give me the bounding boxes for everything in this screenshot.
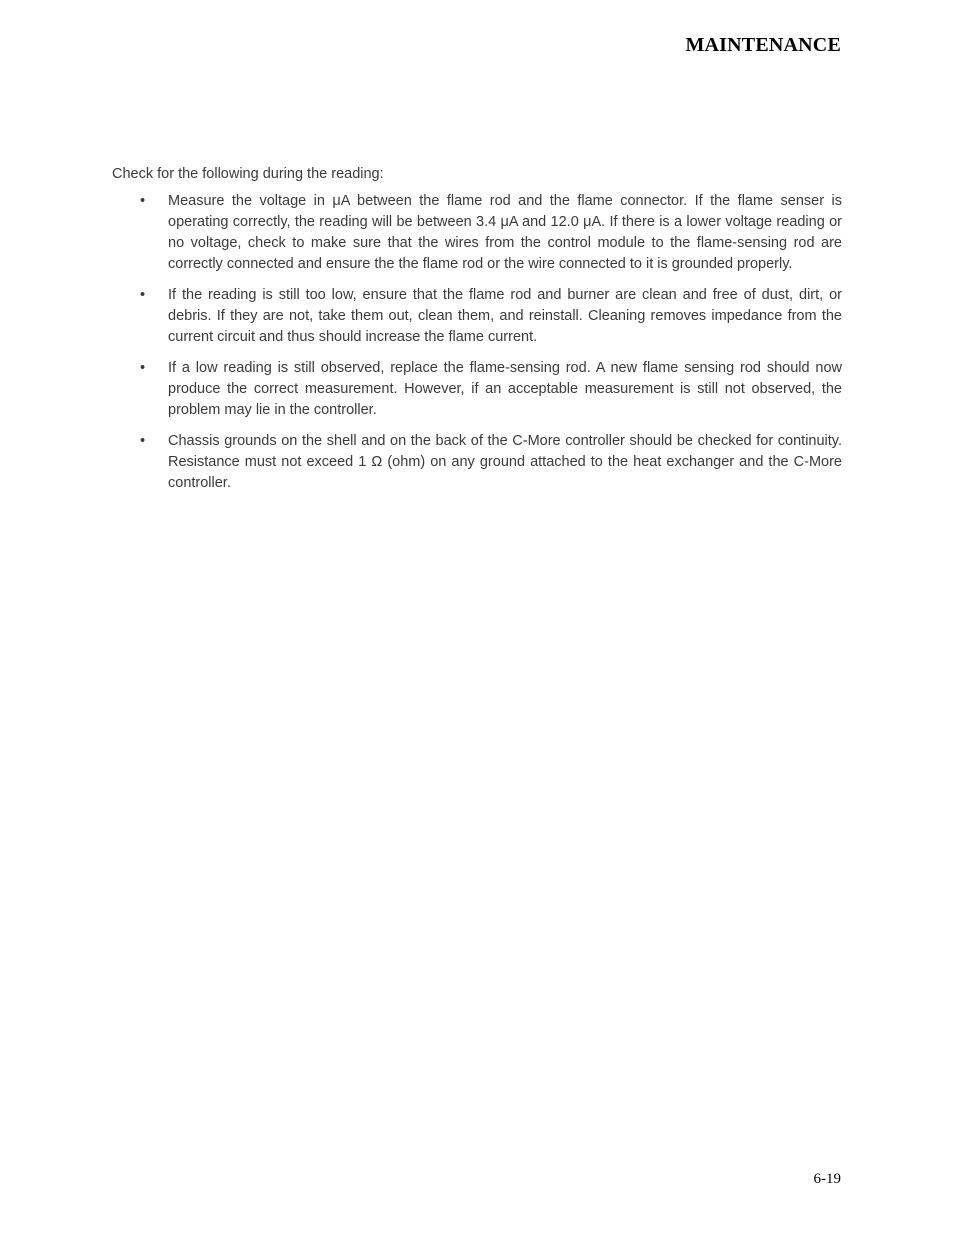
list-item-text: Chassis grounds on the shell and on the back of the C-More controller should be checked for continuity. Resistance must not exceed 1 Ω (ohm) on any ground attached to the heat exchanger and the C-More controller. <box>168 433 842 491</box>
section-title: MAINTENANCE <box>685 34 841 56</box>
list-item-text: If the reading is still too low, ensure that the flame rod and burner are clean and free of dust, dirt, or debris. If they are not, take them out, clean them, and reinstall. Cleaning removes impedance from the current circuit and thus should increase the flame current. <box>168 287 842 345</box>
bullet-icon: • <box>140 360 146 376</box>
list-item <box>112 191 842 275</box>
bullet-icon: • <box>140 433 146 449</box>
list-item <box>112 431 842 494</box>
bullet-icon: • <box>140 193 146 209</box>
list-item-text: If a low reading is still observed, replace the flame-sensing rod. A new flame sensing rod should now produce the correct measurement. However, if an acceptable measurement is still not observed, the problem may lie in the controller. <box>168 360 842 418</box>
intro-paragraph: Check for the following during the reading: <box>112 166 384 182</box>
page-number: 6-19 <box>813 1171 841 1187</box>
list-item <box>112 358 842 421</box>
list-item-text: Measure the voltage in μA between the flame rod and the flame connector. If the flame senser is operating correctly, the reading will be between 3.4 μA and 12.0 μA. If there is a lower voltage reading or no voltage, check to make sure that the wires from the control module to the flame-sensing rod are correctly connected and ensure the the flame rod or the wire connected to it is grounded properly. <box>168 193 842 272</box>
check-list <box>112 191 842 504</box>
bullet-icon: • <box>140 287 146 303</box>
list-item <box>112 285 842 348</box>
